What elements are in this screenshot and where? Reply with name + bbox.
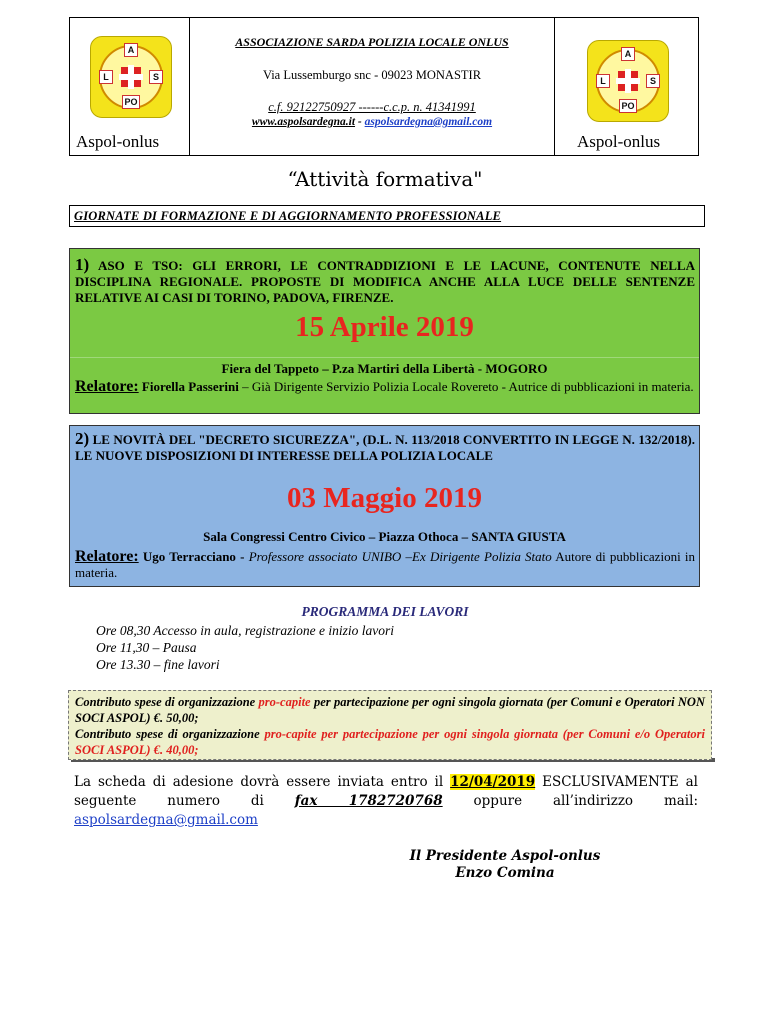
president-name: Enzo Comina [455, 865, 555, 881]
letterhead-info: ASSOCIAZIONE SARDA POLIZIA LOCALE ONLUS Via Lussemburgo snc - 09023 MONASTIR c.f. 92122750927 ------c.c.p. n. 41341991 www.aspolsardegna.it - aspolsardegna@gmail.com [190, 18, 554, 155]
association-name: ASSOCIAZIONE SARDA POLIZIA LOCALE ONLUS [235, 35, 509, 49]
aspol-logo-right: A L S PO [587, 40, 669, 122]
letterhead-left-cell [70, 18, 190, 155]
email-link[interactable]: aspolsardegna@gmail.com [364, 116, 493, 128]
deadline-date: 12/04/2019 [450, 774, 536, 790]
program-title: PROGRAMMA DEI LAVORI [301, 604, 469, 619]
page-title: “Attività formativa" [287, 167, 483, 191]
association-address: Via Lussemburgo snc - 09023 MONASTIR [262, 68, 482, 82]
aspol-logo-left: A L S PO [90, 36, 172, 118]
fax-number: fax 1782720768 [294, 793, 443, 809]
event-1-title: 1) ASO E TSO: GLI ERRORI, LE CONTRADDIZIONI E LE LACUNE, CONTENUTE NELLA DISCIPLINA REGIONALE. PROPOSTE DI MODIFICA ANCHE ALLA LUCE DELLE SENTENZE RELATIVE AI CASI DI TORINO, PADOVA, FIRENZE. [75, 255, 695, 305]
event-box-2 [69, 425, 700, 587]
event-1-date: 15 Aprile 2019 [295, 311, 474, 343]
president-role: Il Presidente Aspol-onlus [409, 848, 601, 864]
contribution-box [68, 690, 712, 760]
program-item: Ore 11,30 – Pausa [96, 640, 197, 655]
event-2-speaker: Relatore: Ugo Terracciano - Professore associato UNIBO –Ex Dirigente Polizia Stato Autore di pubblicazioni in materia. [75, 548, 696, 580]
fiscal-code: c.f. 92122750927 ------c.c.p. n. 41341991 [268, 100, 476, 114]
logo-caption-right: Aspol-onlus [577, 132, 661, 151]
logo-caption-left: Aspol-onlus [76, 132, 160, 151]
event-box-1 [69, 248, 700, 414]
event-2-date: 03 Maggio 2019 [287, 482, 482, 514]
event-1-speaker: Relatore: Fiorella Passerini – Già Dirigente Servizio Polizia Locale Rovereto - Autrice di pubblicazioni in materia. [75, 378, 694, 395]
event-2-title: 2) LE NOVITÀ DEL "DECRETO SICUREZZA", (D.L. N. 113/2018 CONVERTITO IN LEGGE N. 132/2018). LE NUOVE DISPOSIZIONI DI INTERESSE DELLA POLIZIA LOCALE [75, 429, 696, 463]
website-link[interactable]: www.aspolsardegna.it [251, 116, 356, 128]
event-2-place: Sala Congressi Centro Civico – Piazza Othoca – SANTA GIUSTA [203, 529, 566, 544]
contribution-members: Contributo spese di organizzazione pro-capite per partecipazione per ogni singola giornata (per Comuni e/o Operatori SOCI ASPOL) €. 40,00; [75, 727, 705, 757]
letterhead [69, 17, 699, 156]
letterhead-right-cell [554, 18, 698, 155]
registration-note: La scheda di adesione dovrà essere inviata entro il 12/04/2019 ESCLUSIVAMENTE al seguente numero di fax 1782720768 oppure all’indirizzo mail: aspolsardegna@gmail.com [74, 774, 698, 828]
program-item: Ore 08,30 Accesso in aula, registrazione e inizio lavori [96, 623, 394, 638]
event-1-place: Fiera del Tappeto – P.za Martiri della Libertà - MOGORO [221, 361, 548, 376]
contact-email-link[interactable]: aspolsardegna@gmail.com [74, 812, 258, 828]
contribution-non-members: Contributo spese di organizzazione pro-capite per partecipazione per ogni singola giornata (per Comuni e Operatori NON SOCI ASPOL) €. 50,00; [75, 695, 705, 725]
page-subtitle: GIORNATE DI FORMAZIONE E DI AGGIORNAMENTO PROFESSIONALE [69, 205, 705, 227]
program-item: Ore 13.30 – fine lavori [96, 657, 220, 672]
